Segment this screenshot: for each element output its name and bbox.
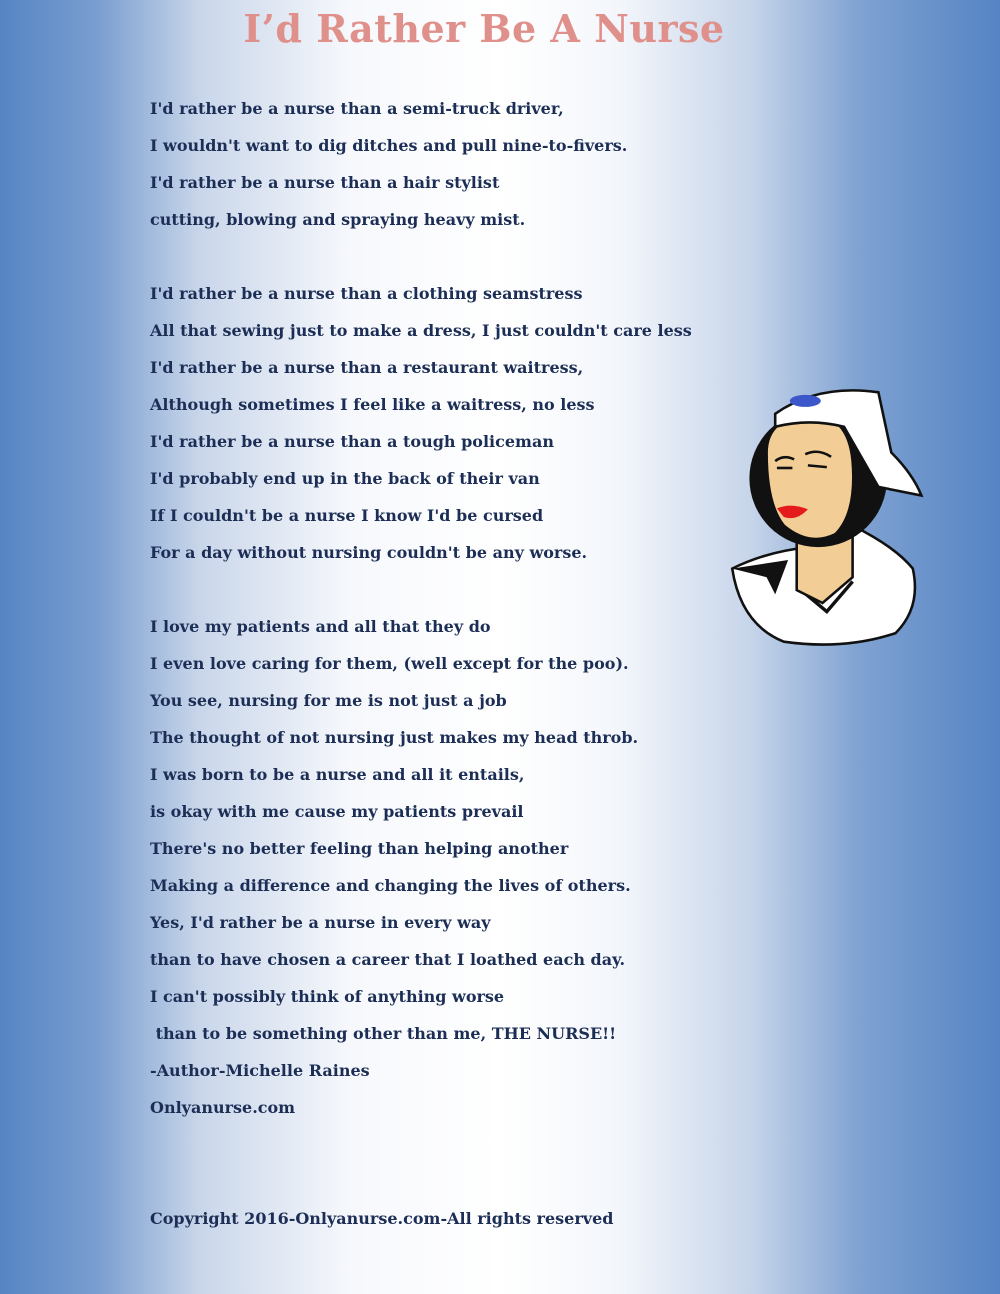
poem-title: I’d Rather Be A Nurse: [243, 6, 725, 51]
poem-line: Making a difference and changing the lives of others.: [150, 876, 631, 895]
poem-body: [150, 90, 692, 1237]
poem-line: I love my patients and all that they do: [150, 617, 491, 636]
nurse-illustration: [715, 362, 930, 672]
poem-line: I'd rather be a nurse than a tough policeman: [150, 432, 554, 451]
poem-line: For a day without nursing couldn't be any worse.: [150, 543, 588, 562]
author-credit: -Author-Michelle Raines: [150, 1061, 370, 1080]
poem-line: Although sometimes I feel like a waitress, no less: [150, 395, 595, 414]
website-credit: Onlyanurse.com: [150, 1098, 296, 1117]
blank-line: [150, 1126, 692, 1163]
poem-line: I'd probably end up in the back of their van: [150, 469, 540, 488]
blank-line: [150, 1163, 692, 1200]
blank-line: [150, 571, 692, 608]
poem-line: cutting, blowing and spraying heavy mist.: [150, 210, 526, 229]
poem-line: is okay with me cause my patients prevail: [150, 802, 524, 821]
poem-line: I even love caring for them, (well except for the poo).: [150, 654, 629, 673]
poem-line: You see, nursing for me is not just a job: [150, 691, 507, 710]
poem-line: I'd rather be a nurse than a restaurant waitress,: [150, 358, 584, 377]
blank-line: [150, 238, 692, 275]
poem-line: I can't possibly think of anything worse: [150, 987, 505, 1006]
poem-line: There's no better feeling than helping another: [150, 839, 569, 858]
poem-line: I'd rather be a nurse than a semi-truck driver,: [150, 99, 564, 118]
poem-line: All that sewing just to make a dress, I just couldn't care less: [150, 321, 692, 340]
poem-line: I was born to be a nurse and all it entails,: [150, 765, 525, 784]
copyright-notice: Copyright 2016-Onlyanurse.com-All rights reserved: [150, 1209, 614, 1228]
poem-line: The thought of not nursing just makes my head throb.: [150, 728, 639, 747]
poem-line: I'd rather be a nurse than a clothing seamstress: [150, 284, 583, 303]
poem-line: If I couldn't be a nurse I know I'd be cursed: [150, 506, 544, 525]
poem-line: I wouldn't want to dig ditches and pull nine-to-fivers.: [150, 136, 628, 155]
poem-line: I'd rather be a nurse than a hair stylist: [150, 173, 500, 192]
poem-line: than to have chosen a career that I loathed each day.: [150, 950, 626, 969]
poem-line: Yes, I'd rather be a nurse in every way: [150, 913, 491, 932]
poem-line: than to be something other than me, THE NURSE!!: [150, 1024, 617, 1043]
